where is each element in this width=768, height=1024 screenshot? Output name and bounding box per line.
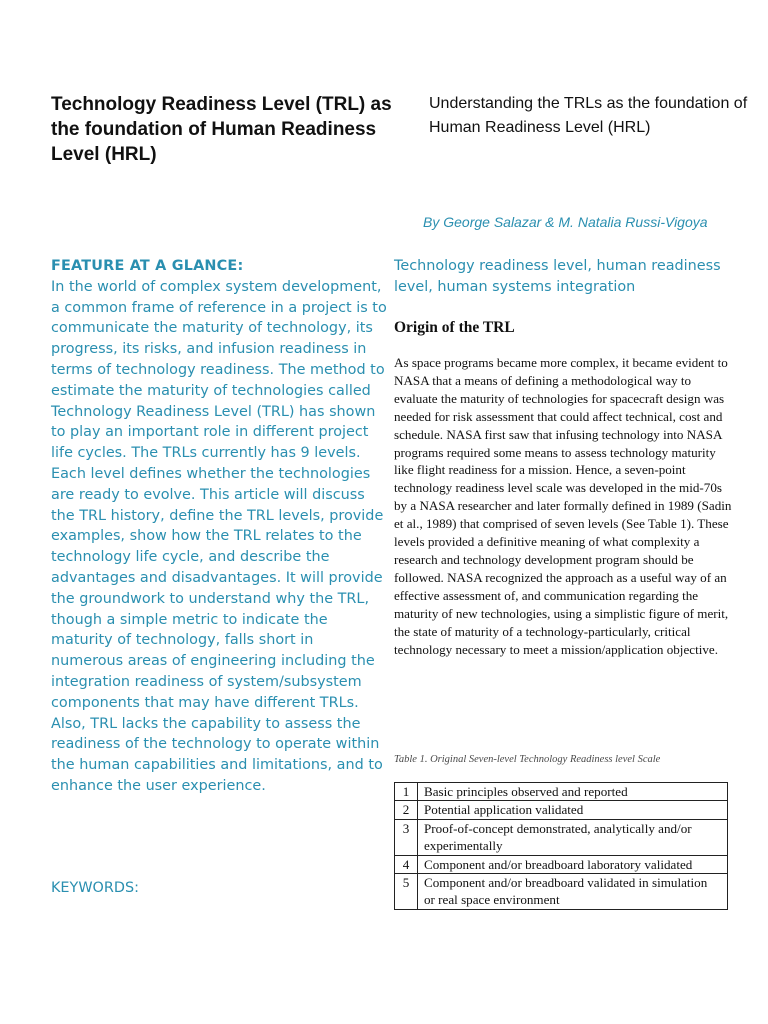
- trl-level-number: 5: [395, 874, 418, 910]
- trl-level-description: Basic principles observed and reported: [418, 783, 728, 801]
- trl-table: [394, 782, 728, 910]
- section-body: As space programs became more complex, it became evident to NASA that a means of defining a methodological way to evaluate the maturity of technologies for spacecraft design was needed for risk assessment that could affect technical, cost and schedule. NASA first saw that infusing technology into NASA programs required some means to assess technology maturity like flight readiness for a mission. Hence, a seven-point technology readiness level scale was developed in the mid-70s by a NASA researcher and later formally defined in 1989 (Sadin et al., 1989) that comprised of seven levels (See Table 1). These levels provided a definitive meaning of what complexity a research and technology development program should be followed. NASA recognized the approach as a useful way of an effective assessment of, and communication regarding the maturity of new technologies, using a simplistic figure of merit, the state of maturity of a technology-particularly, critical technology necessary to meet a mission/application objective.: [394, 355, 732, 657]
- trl-level-number: 1: [395, 783, 418, 801]
- keywords-text: Technology readiness level, human readiness level, human systems integration: [394, 258, 721, 295]
- table-row: [395, 874, 728, 910]
- trl-level-number: 2: [395, 801, 418, 819]
- table-row: [395, 819, 728, 855]
- glance-body: In the world of complex system development, a common frame of reference in a project is to communicate the maturity of technology, its progress, its risks, and infusion readiness in terms of technology readiness. The method to estimate the maturity of technologies called Technology Readiness Level (TRL) has shown to play an important role in different project life cycles. The TRLs currently has 9 levels. Each level defines whether the technologies are ready to evolve. This article will discuss the TRL history, define the TRL levels, provide examples, show how the TRL relates to the technology life cycle, and describe the advantages and disadvantages. It will provide the groundwork to understand why the TRL, though a simple metric to indicate the maturity of technology, falls short in numerous areas of engineering including the integration readiness of system/subsystem components that may have different TRLs. Also, TRL lacks the capability to assess the readiness of the technology to operate within the human capabilities and limitations, and to enhance the user experience.: [51, 278, 387, 794]
- table-row: [395, 855, 728, 873]
- table-caption: Table 1. Original Seven-level Technology Readiness level Scale: [394, 754, 661, 765]
- section-heading: Origin of the TRL: [394, 319, 515, 336]
- trl-level-description: Potential application validated: [418, 801, 728, 819]
- feature-at-a-glance: [51, 256, 387, 797]
- trl-level-description: Component and/or breadboard validated in simulation or real space environment: [418, 874, 728, 910]
- glance-heading: FEATURE AT A GLANCE:: [51, 258, 244, 274]
- trl-level-number: 4: [395, 855, 418, 873]
- trl-level-description: Component and/or breadboard laboratory validated: [418, 855, 728, 873]
- trl-level-number: 3: [395, 819, 418, 855]
- table-row: [395, 801, 728, 819]
- trl-level-description: Proof-of-concept demonstrated, analytically and/or experimentally: [418, 819, 728, 855]
- author-byline: By George Salazar & M. Natalia Russi-Vigoya: [423, 214, 708, 230]
- keywords-label: KEYWORDS:: [51, 880, 139, 896]
- article-title: Technology Readiness Level (TRL) as the foundation of Human Readiness Level (HRL): [51, 94, 392, 165]
- table-row: [395, 783, 728, 801]
- article-subtitle: Understanding the TRLs as the foundation of Human Readiness Level (HRL): [429, 95, 748, 136]
